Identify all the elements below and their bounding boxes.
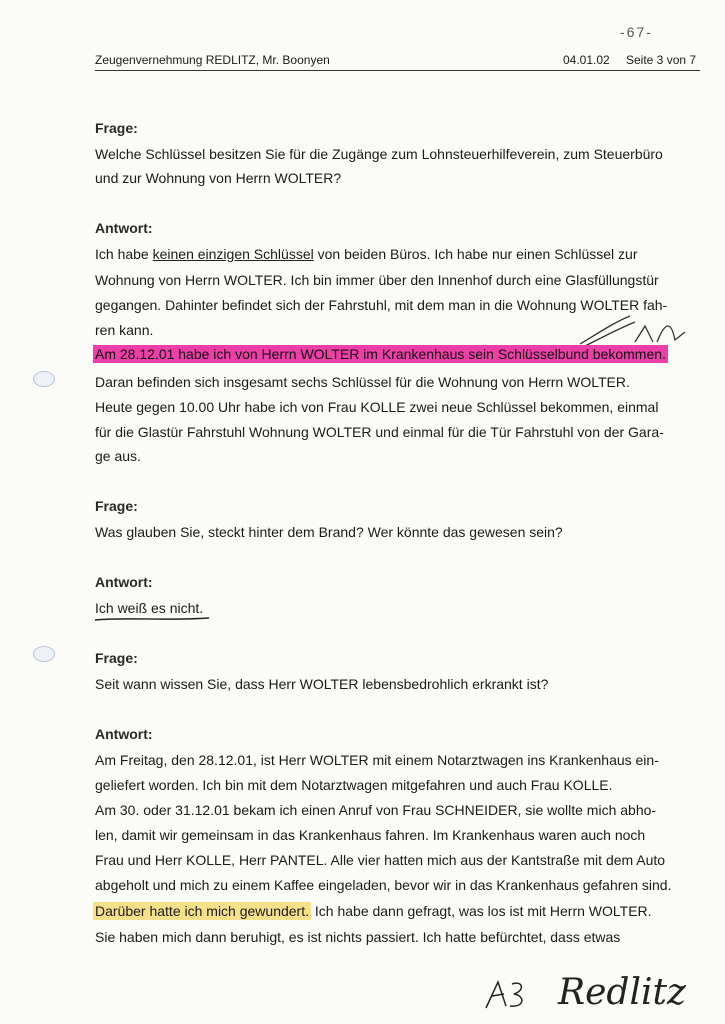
signature-text: Redlitz (558, 972, 686, 1013)
answer-3-line: Am Freitag, den 28.12.01, ist Herr WOLTER mit einem Notarztwagen ins Krankenhaus ein- (95, 752, 659, 768)
answer-2-label: Antwort: (95, 574, 153, 590)
question-1-line: Welche Schlüssel besitzen Sie für die Zugänge zum Lohnsteuerhilfeverein, zum Steuerbüro (95, 146, 663, 162)
answer-3-label: Antwort: (95, 726, 153, 742)
question-3-line: Seit wann wissen Sie, dass Herr WOLTER lebensbedrohlich erkrankt ist? (95, 676, 549, 692)
answer-3-line: abgeholt und mich zu einem Kaffee eingeladen, bevor wir in das Krankenhaus gefahren sind. (95, 877, 672, 893)
question-1-label: Frage: (95, 120, 138, 136)
answer-1-line: gegangen. Dahinter befindet sich der Fahrstuhl, mit dem man in die Wohnung WOLTER fah- (95, 297, 668, 313)
question-1-line: und zur Wohnung von Herrn WOLTER? (95, 170, 342, 186)
question-3-label: Frage: (95, 650, 138, 666)
header-date: 04.01.02 (563, 53, 610, 67)
answer-1-line: Daran befinden sich insgesamt sechs Schlüssel für die Wohnung von Herrn WOLTER. (95, 374, 630, 390)
pink-highlight: Am 28.12.01 habe ich von Herrn WOLTER im Krankenhaus sein Schlüsselbund bekommen. (95, 346, 666, 362)
answer-3-line: len, damit wir gemeinsam in das Krankenhaus fahren. Im Krankenhaus waren auch noch (95, 827, 646, 843)
answer-3-line: Sie haben mich dann beruhigt, es ist nichts passiert. Ich hatte befürchtet, dass etwas (95, 929, 621, 945)
punch-hole (33, 646, 55, 662)
question-2-label: Frage: (95, 498, 138, 514)
answer-3-line: Frau und Herr KOLLE, Herr PANTEL. Alle vier hatten mich aus der Kantstraße mit dem Auto (95, 852, 666, 868)
answer-1-line (95, 246, 637, 262)
handwritten-underline (93, 614, 213, 624)
answer-3-line: Am 30. oder 31.12.01 bekam ich einen Anruf von Frau SCHNEIDER, sie wollte mich abho- (95, 802, 657, 818)
answer-3-line (93, 903, 652, 919)
signature (478, 960, 713, 1020)
answer-1-line: für die Glastür Fahrstuhl Wohnung WOLTER und einmal für die Tür Fahrstuhl von der Gara- (95, 424, 664, 440)
answer-1-line: ge aus. (95, 448, 141, 464)
answer-1-line: Wohnung von Herrn WOLTER. Ich bin immer über den Innenhof durch eine Glasfüllungstür (95, 272, 659, 288)
highlighted-line (93, 346, 668, 362)
page-mark: -67- (620, 24, 653, 40)
question-2-line: Was glauben Sie, steckt hinter dem Brand? Wer könnte das gewesen sein? (95, 524, 563, 540)
punch-hole (33, 371, 55, 387)
answer-1-line: ren kann. (95, 322, 154, 338)
yellow-highlight: Darüber hatte ich mich gewundert. (95, 903, 309, 919)
answer-1-label: Antwort: (95, 220, 153, 236)
underlined-phrase: keinen einzigen Schlüssel (152, 246, 314, 262)
answer-1-text: von beiden Büros. Ich habe nur einen Schlüssel zur (313, 246, 638, 262)
answer-3-text: Ich habe dann gefragt, was los ist mit Herrn WOLTER. (311, 903, 652, 919)
header-title: Zeugenvernehmung REDLITZ, Mr. Boonyen (95, 53, 330, 67)
answer-2-line: Ich weiß es nicht. (95, 600, 204, 616)
answer-1-text: Ich habe (95, 246, 153, 262)
header-rule (95, 70, 700, 71)
header-page: Seite 3 von 7 (626, 53, 697, 67)
answer-1-line: Heute gegen 10.00 Uhr habe ich von Frau KOLLE zwei neue Schlüssel bekommen, einmal (95, 399, 659, 415)
answer-3-line: geliefert worden. Ich bin mit dem Notarztwagen mitgefahren und auch Frau KOLLE. (95, 777, 613, 793)
